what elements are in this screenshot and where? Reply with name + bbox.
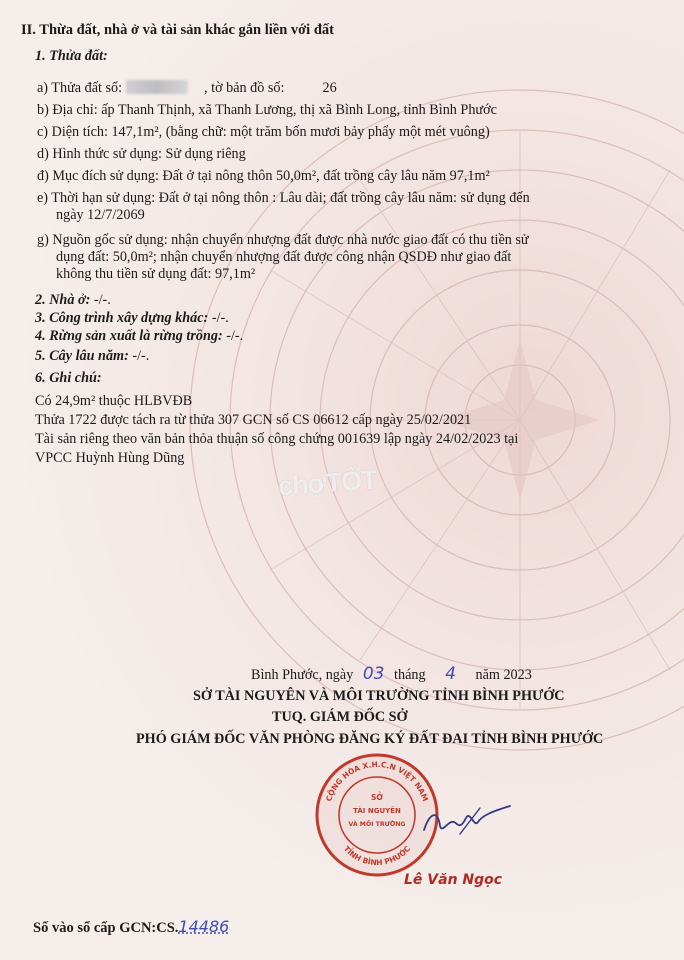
house-line [35, 292, 111, 309]
date-month: 4 [445, 664, 456, 684]
parcel-line [37, 80, 337, 97]
registry-line [33, 918, 229, 937]
note-item: VPCC Huỳnh Hùng Dũng [35, 450, 185, 466]
year-label: năm 2023 [475, 667, 532, 683]
area-line: c) Diện tích: 147,1m², (bằng chữ: một trăm bốn mươi bảy phẩy một mét vuông) [37, 124, 490, 140]
parcel-map-label: , tờ bản đồ số: [204, 80, 285, 96]
stamp-inner-line-2: TÀI NGUYÊN [353, 807, 401, 815]
term-line-1: e) Thời hạn sử dụng: Đất ở tại nông thôn : Lâu dài; đất trồng cây lâu năm: sử dụng đến [37, 190, 530, 206]
term-line-2: ngày 12/7/2069 [56, 207, 145, 223]
forest-label: 4. Rừng sản xuất là rừng trồng: [35, 328, 223, 344]
note-item: Thửa 1722 được tách ra từ thửa 307 GCN số CS 06612 cấp ngày 25/02/2021 [35, 412, 472, 428]
origin-line-1: g) Nguồn gốc sử dụng: nhận chuyển nhượng đất được nhà nước giao đất có thu tiền sử [37, 232, 529, 248]
redacted-parcel-number [126, 80, 188, 94]
land-heading: 1. Thửa đất: [35, 48, 108, 64]
works-value: -/-. [211, 310, 229, 326]
trees-value: -/-. [132, 348, 150, 364]
month-label: tháng [394, 667, 426, 683]
note-item: Có 24,9m² thuộc HLBVĐB [35, 393, 193, 409]
stamp-inner-line-3: VÀ MÔI TRƯỜNG [348, 821, 406, 828]
works-line [35, 310, 229, 327]
position-title: PHÓ GIÁM ĐỐC VĂN PHÒNG ĐĂNG KÝ ĐẤT ĐAI TỈNH BÌNH PHƯỚC [136, 731, 604, 747]
stamp-bottom-text: TỈNH BÌNH PHƯỚC [341, 844, 413, 868]
registry-label: Số vào sổ cấp GCN:CS. [33, 920, 179, 936]
stamp-outer-text: CỘNG HÒA X.H.C.N VIỆT NAM [324, 759, 430, 803]
note-item: Tài sản riêng theo văn bản thỏa thuận số công chứng 001639 lập ngày 24/02/2023 tại [35, 431, 519, 447]
origin-line-3: không thu tiền sử dụng đất: 97,1m² [56, 266, 256, 282]
registry-number: 14486 [178, 917, 230, 936]
trees-line [35, 348, 149, 365]
trees-label: 5. Cây lâu năm: [35, 348, 129, 364]
house-value: -/-. [93, 292, 111, 308]
notes-label: 6. Ghi chú: [35, 370, 102, 386]
watermark-logo: chợTỐT [277, 464, 378, 502]
section-title: II. Thừa đất, nhà ở và tài sản khác gắn liền với đất [21, 22, 334, 38]
parcel-map-value: 26 [322, 80, 337, 96]
address-line: b) Địa chỉ: ấp Thanh Thịnh, xã Thanh Lương, thị xã Bình Long, tỉnh Bình Phước [37, 102, 497, 118]
place-date [251, 666, 532, 684]
parcel-label: a) Thửa đất số: [37, 80, 123, 96]
handwritten-signature [420, 800, 515, 840]
forest-value: -/-. [226, 328, 244, 344]
forest-line [35, 328, 243, 345]
tuq-title: TUQ. GIÁM ĐỐC SỞ [272, 709, 408, 725]
signer-name: Lê Văn Ngọc [404, 872, 503, 888]
works-label: 3. Công trình xây dựng khác: [35, 310, 209, 326]
usage-form-line: d) Hình thức sử dụng: Sử dụng riêng [37, 146, 246, 162]
house-label: 2. Nhà ở: [35, 292, 91, 308]
origin-line-2: dụng đất: 50,0m²; nhận chuyển nhượng đất được công nhận QSDĐ như giao đất [56, 249, 512, 265]
agency-name: SỞ TÀI NGUYÊN VÀ MÔI TRƯỜNG TỈNH BÌNH PHƯỚC [193, 688, 565, 704]
date-day: 03 [362, 664, 385, 684]
purpose-line: đ) Mục đích sử dụng: Đất ở tại nông thôn 50,0m², đất trồng cây lâu năm 97,1m² [37, 168, 490, 184]
stamp-inner-line-1: SỞ [371, 793, 383, 802]
place-date-prefix: Bình Phước, ngày [251, 667, 354, 683]
